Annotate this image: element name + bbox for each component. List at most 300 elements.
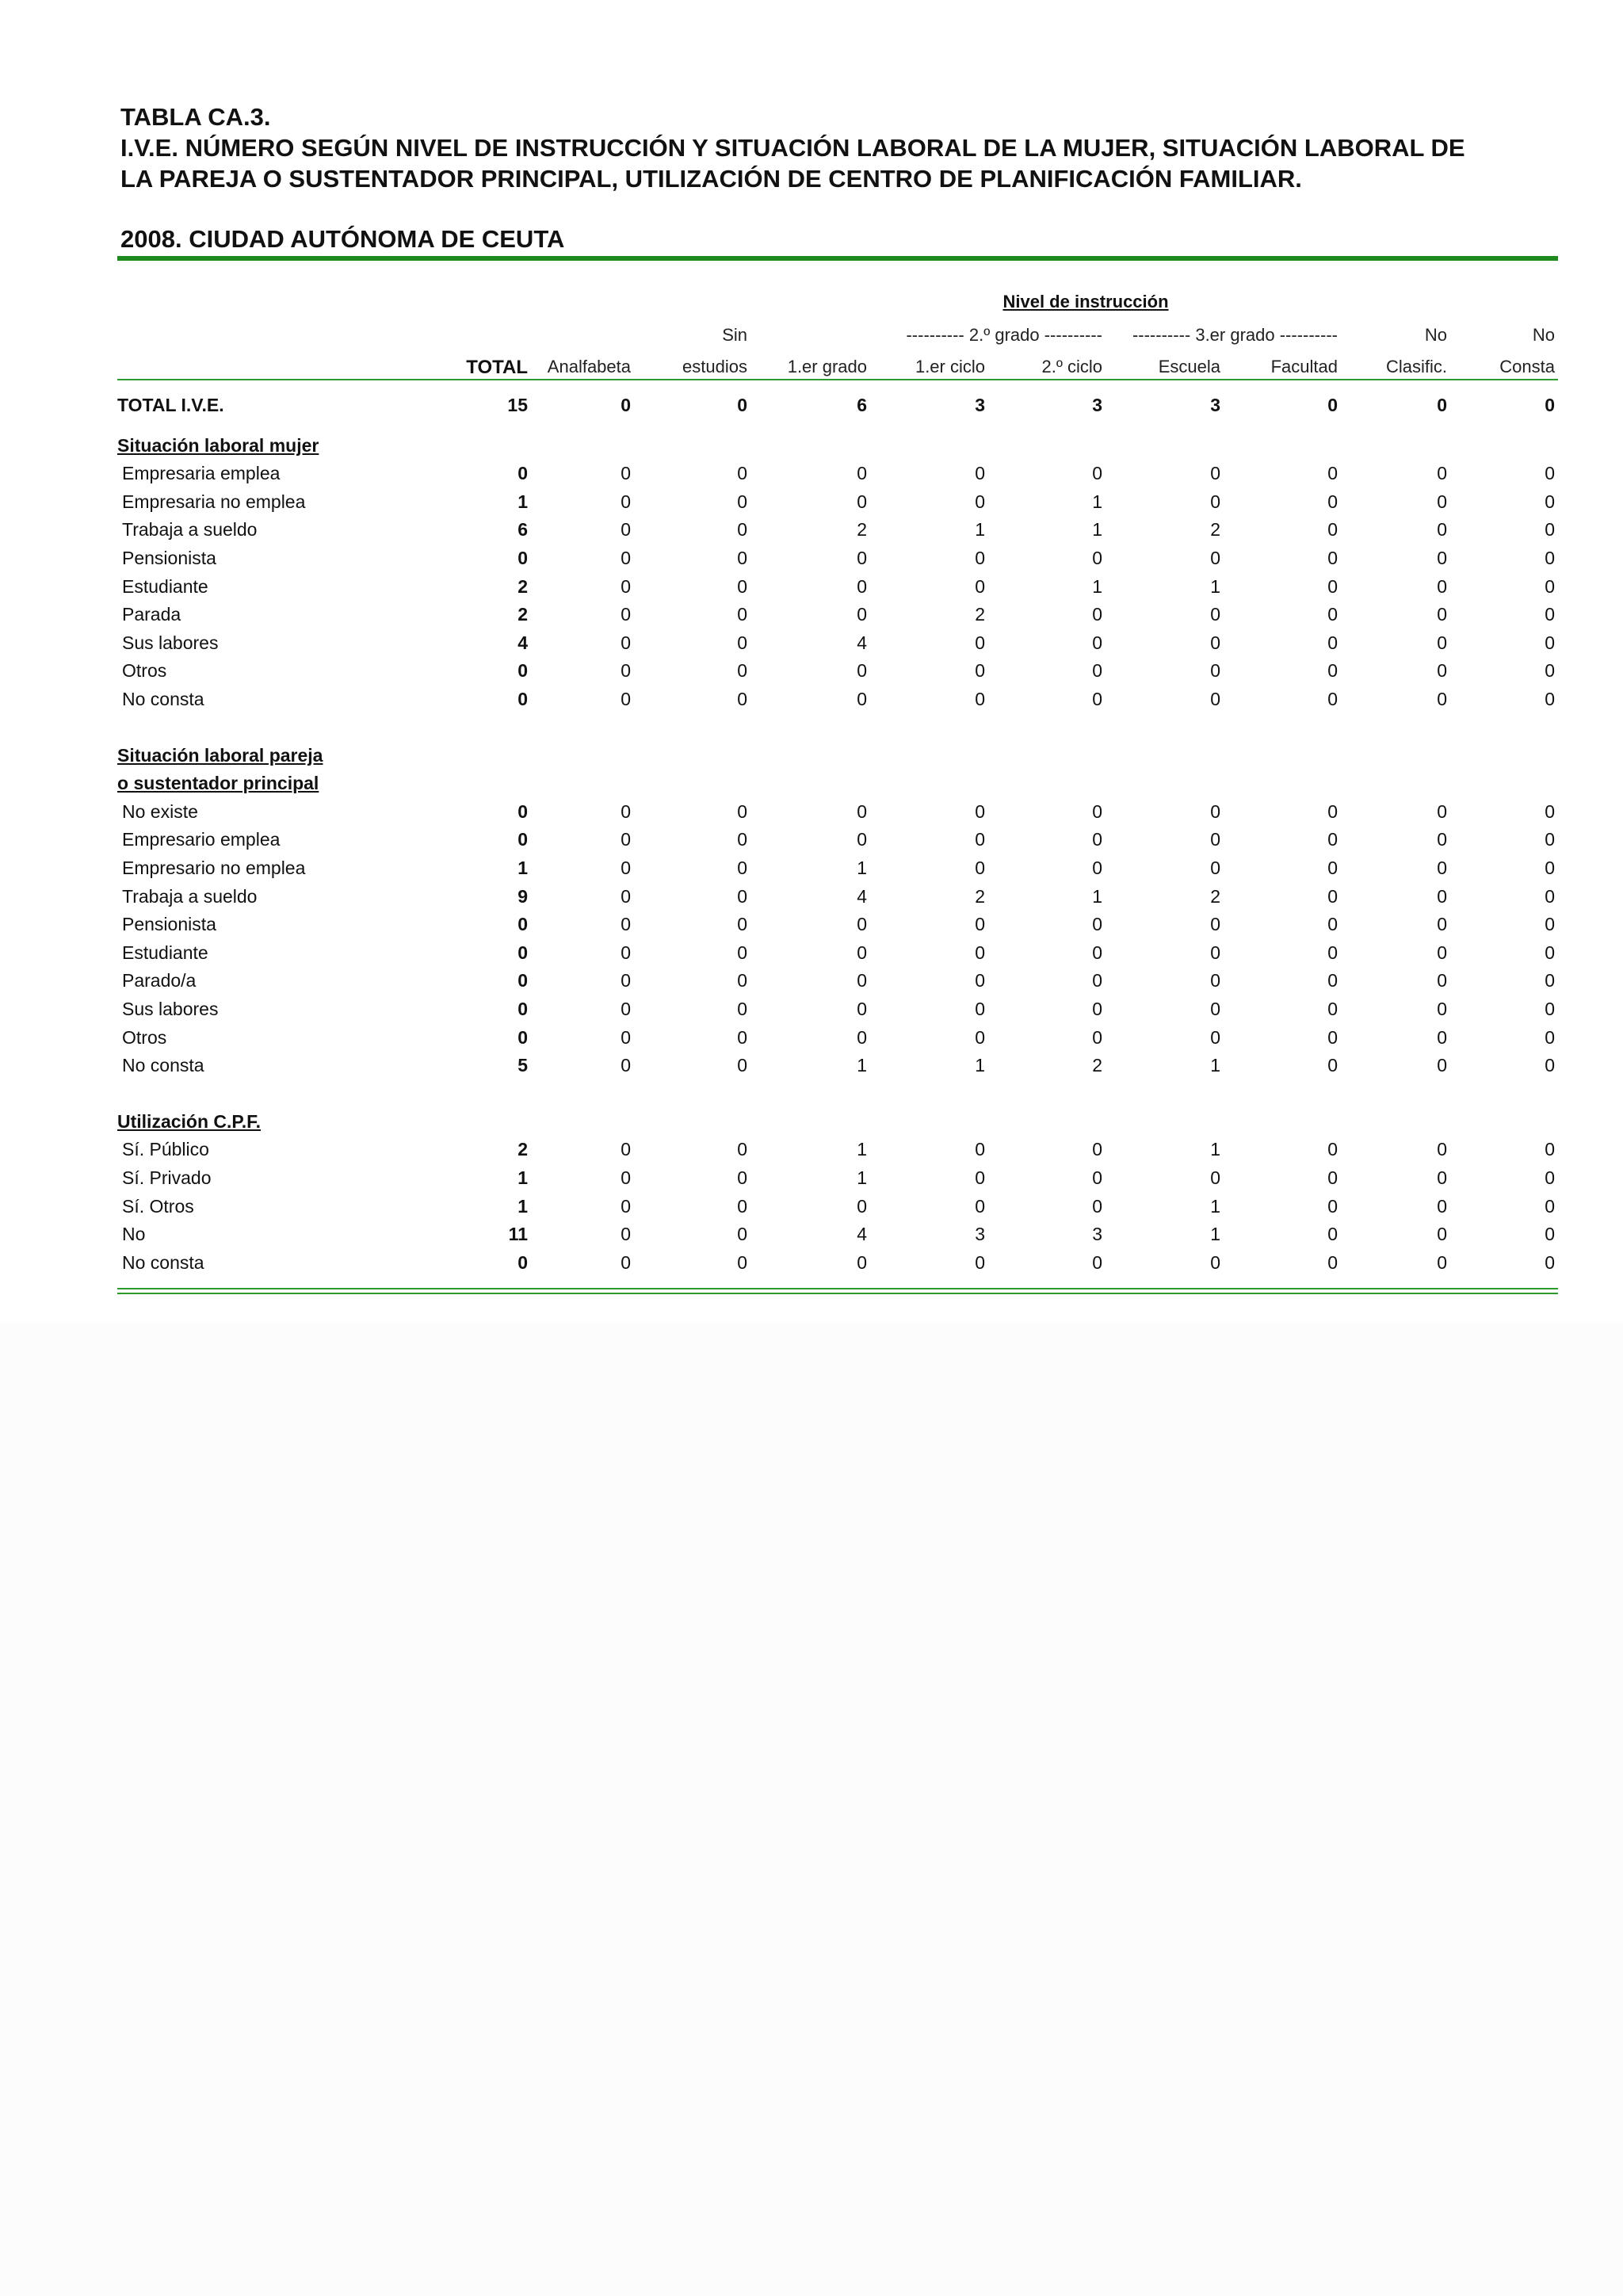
cell-primer-ciclo: 0	[975, 491, 985, 512]
cell-primer-ciclo: 0	[975, 575, 985, 597]
title-line-2: LA PAREJA O SUSTENTADOR PRINCIPAL, UTILIZACIÓN DE CENTRO DE PLANIFICACIÓN FAMILIAR.	[120, 165, 1302, 193]
cell-primer-grado: 0	[857, 575, 867, 597]
table-row	[117, 1023, 1558, 1052]
cell-facultad: 0	[1327, 970, 1338, 991]
cell-analfabeta: 0	[621, 660, 631, 682]
row-label: Sí. Otros	[122, 1195, 194, 1217]
cell-no-consta: 0	[1545, 519, 1555, 541]
cell-primer-grado: 0	[857, 970, 867, 991]
table-row	[117, 882, 1558, 911]
cell-analfabeta: 0	[621, 829, 631, 850]
cell-no-consta: 0	[1545, 1195, 1555, 1217]
cell-facultad: 0	[1327, 632, 1338, 653]
row-label: Estudiante	[122, 575, 208, 597]
cell-no-consta: 0	[1545, 1224, 1555, 1245]
column-header-sin-estudios: estudios	[682, 357, 747, 376]
cell-no-consta: 0	[1545, 829, 1555, 850]
cell-primer-ciclo: 1	[975, 519, 985, 541]
column-header-facultad: Facultad	[1270, 357, 1338, 376]
cell-primer-grado: 0	[857, 1026, 867, 1048]
table-row	[117, 825, 1558, 854]
cell-primer-ciclo: 0	[975, 660, 985, 682]
table-row	[117, 854, 1558, 882]
cell-no-consta: 0	[1545, 395, 1555, 415]
cell-primer-ciclo: 0	[975, 1251, 985, 1273]
cell-segundo-ciclo: 1	[1092, 491, 1102, 512]
cell-primer-grado: 2	[857, 519, 867, 541]
table-row	[117, 656, 1558, 685]
section-heading	[117, 1107, 1558, 1136]
cell-facultad: 0	[1327, 1195, 1338, 1217]
cell-no-consta: 0	[1545, 858, 1555, 878]
cell-sin-estudios: 0	[737, 999, 747, 1019]
cell-primer-ciclo: 0	[975, 689, 985, 709]
cell-no-consta: 0	[1545, 463, 1555, 484]
cell-sin-estudios: 0	[737, 970, 747, 991]
cell-sin-estudios: 0	[737, 519, 747, 541]
cell-primer-ciclo: 1	[975, 1055, 985, 1076]
cell-primer-ciclo: 0	[975, 1139, 985, 1160]
cell-no-clasif: 0	[1437, 519, 1447, 541]
cell-facultad: 0	[1327, 942, 1338, 963]
cell-sin-estudios: 0	[737, 1139, 747, 1160]
cell-sin-estudios: 0	[737, 800, 747, 822]
cell-facultad: 0	[1327, 1251, 1338, 1273]
cell-primer-ciclo: 0	[975, 800, 985, 822]
total-row	[117, 391, 1558, 419]
cell-no-clasif: 0	[1437, 689, 1447, 709]
cell-segundo-ciclo: 0	[1092, 1026, 1102, 1048]
table-row	[117, 487, 1558, 516]
header-second-grade-group: ---------- 2.º grado ----------	[906, 325, 1102, 345]
table-row	[117, 995, 1558, 1023]
row-label: Sus labores	[122, 999, 219, 1019]
cell-sin-estudios: 0	[737, 1224, 747, 1245]
cell-no-clasif: 0	[1437, 885, 1447, 907]
cell-analfabeta: 0	[621, 1167, 631, 1188]
table-id: TABLA CA.3.	[120, 103, 271, 131]
row-label: Sus labores	[122, 632, 219, 653]
row-label: Trabaja a sueldo	[122, 885, 258, 907]
cell-analfabeta: 0	[621, 1224, 631, 1245]
cell-primer-grado: 0	[857, 548, 867, 568]
table-row	[117, 938, 1558, 967]
table-row	[117, 628, 1558, 657]
table-row	[117, 1248, 1558, 1277]
cell-primer-ciclo: 0	[975, 942, 985, 963]
cell-primer-grado: 0	[857, 829, 867, 850]
row-label: No existe	[122, 800, 198, 822]
cell-sin-estudios: 0	[737, 689, 747, 709]
cell-total: 0	[517, 800, 528, 822]
header-no-clasif-top: No	[1424, 325, 1447, 345]
table-bottom-rule-2	[117, 1293, 1558, 1294]
cell-primer-ciclo: 0	[975, 548, 985, 568]
cell-primer-grado: 0	[857, 800, 867, 822]
cell-no-clasif: 0	[1437, 1055, 1447, 1076]
cell-escuela: 0	[1210, 1167, 1220, 1188]
table-row	[117, 797, 1558, 826]
cell-sin-estudios: 0	[737, 914, 747, 935]
cell-sin-estudios: 0	[737, 632, 747, 653]
title-divider	[117, 256, 1558, 261]
cell-analfabeta: 0	[621, 914, 631, 935]
cell-primer-ciclo: 0	[975, 858, 985, 878]
cell-sin-estudios: 0	[737, 1251, 747, 1273]
cell-escuela: 1	[1210, 1195, 1220, 1217]
cell-segundo-ciclo: 0	[1092, 970, 1102, 991]
cell-sin-estudios: 0	[737, 829, 747, 850]
cell-analfabeta: 0	[621, 885, 631, 907]
cell-analfabeta: 0	[621, 1195, 631, 1217]
cell-total: 5	[517, 1055, 528, 1076]
cell-segundo-ciclo: 0	[1092, 942, 1102, 963]
cell-escuela: 0	[1210, 829, 1220, 850]
cell-no-clasif: 0	[1437, 491, 1447, 512]
cell-facultad: 0	[1327, 800, 1338, 822]
cell-no-clasif: 0	[1437, 660, 1447, 682]
column-header-segundo-ciclo: 2.º ciclo	[1041, 357, 1102, 376]
cell-analfabeta: 0	[621, 491, 631, 512]
row-label: Pensionista	[122, 914, 216, 935]
cell-analfabeta: 0	[621, 942, 631, 963]
cell-sin-estudios: 0	[737, 604, 747, 625]
cell-primer-grado: 0	[857, 689, 867, 709]
cell-escuela: 0	[1210, 632, 1220, 653]
cell-primer-grado: 0	[857, 942, 867, 963]
cell-segundo-ciclo: 0	[1092, 1167, 1102, 1188]
cell-analfabeta: 0	[621, 632, 631, 653]
cell-total: 9	[517, 885, 528, 907]
cell-facultad: 0	[1327, 885, 1338, 907]
cell-primer-grado: 1	[857, 1167, 867, 1188]
cell-segundo-ciclo: 3	[1092, 1224, 1102, 1245]
cell-sin-estudios: 0	[737, 1167, 747, 1188]
cell-segundo-ciclo: 0	[1092, 548, 1102, 568]
cell-sin-estudios: 0	[737, 1026, 747, 1048]
cell-escuela: 0	[1210, 689, 1220, 709]
cell-sin-estudios: 0	[737, 548, 747, 568]
row-label: Parada	[122, 604, 181, 625]
header-no-consta-top: No	[1532, 325, 1555, 345]
cell-sin-estudios: 0	[737, 463, 747, 484]
row-label: Trabaja a sueldo	[122, 519, 258, 541]
cell-no-consta: 0	[1545, 548, 1555, 568]
cell-segundo-ciclo: 0	[1092, 689, 1102, 709]
section-heading	[117, 431, 1558, 460]
cell-total: 2	[517, 604, 528, 625]
cell-no-consta: 0	[1545, 1167, 1555, 1188]
cell-segundo-ciclo: 1	[1092, 575, 1102, 597]
title-line-1: I.V.E. NÚMERO SEGÚN NIVEL DE INSTRUCCIÓN Y SITUACIÓN LABORAL DE LA MUJER, SITUACIÓN LABORAL DE	[120, 134, 1465, 162]
cell-no-consta: 0	[1545, 575, 1555, 597]
cell-facultad: 0	[1327, 1026, 1338, 1048]
cell-escuela: 0	[1210, 1026, 1220, 1048]
row-label: TOTAL I.V.E.	[117, 395, 224, 415]
cell-segundo-ciclo: 0	[1092, 632, 1102, 653]
cell-total: 0	[517, 942, 528, 963]
cell-escuela: 3	[1210, 395, 1220, 415]
cell-facultad: 0	[1327, 604, 1338, 625]
cell-primer-ciclo: 2	[975, 604, 985, 625]
row-label: No consta	[122, 1251, 204, 1273]
header-sin: Sin	[722, 325, 747, 345]
table-row	[117, 1163, 1558, 1192]
cell-primer-ciclo: 3	[975, 395, 985, 415]
cell-no-clasif: 0	[1437, 1224, 1447, 1245]
cell-analfabeta: 0	[621, 463, 631, 484]
cell-no-consta: 0	[1545, 689, 1555, 709]
cell-primer-ciclo: 0	[975, 829, 985, 850]
cell-no-consta: 0	[1545, 1139, 1555, 1160]
cell-escuela: 1	[1210, 1055, 1220, 1076]
row-label: No consta	[122, 689, 204, 709]
cell-total: 0	[517, 660, 528, 682]
cell-facultad: 0	[1327, 463, 1338, 484]
table-row	[117, 600, 1558, 628]
cell-primer-ciclo: 0	[975, 1167, 985, 1188]
cell-sin-estudios: 0	[737, 660, 747, 682]
cell-no-consta: 0	[1545, 914, 1555, 935]
cell-primer-ciclo: 2	[975, 885, 985, 907]
row-label: No	[122, 1224, 146, 1245]
cell-no-clasif: 0	[1437, 632, 1447, 653]
cell-total: 1	[517, 491, 528, 512]
cell-escuela: 1	[1210, 1139, 1220, 1160]
cell-sin-estudios: 0	[737, 575, 747, 597]
cell-primer-ciclo: 0	[975, 1026, 985, 1048]
cell-sin-estudios: 0	[737, 1195, 747, 1217]
cell-facultad: 0	[1327, 491, 1338, 512]
column-header-analfabeta: Analfabeta	[547, 357, 631, 376]
cell-analfabeta: 0	[621, 548, 631, 568]
row-label: Empresario emplea	[122, 829, 281, 850]
cell-escuela: 1	[1210, 575, 1220, 597]
cell-total: 0	[517, 689, 528, 709]
table-bottom-rule-1	[117, 1288, 1558, 1289]
cell-escuela: 2	[1210, 885, 1220, 907]
cell-no-clasif: 0	[1437, 604, 1447, 625]
cell-sin-estudios: 0	[737, 491, 747, 512]
cell-no-consta: 0	[1545, 632, 1555, 653]
cell-total: 0	[517, 970, 528, 991]
cell-no-clasif: 0	[1437, 1167, 1447, 1188]
cell-no-clasif: 0	[1437, 1139, 1447, 1160]
cell-sin-estudios: 0	[737, 395, 747, 415]
cell-no-clasif: 0	[1437, 1251, 1447, 1273]
table-row	[117, 459, 1558, 487]
cell-no-consta: 0	[1545, 942, 1555, 963]
cell-escuela: 0	[1210, 858, 1220, 878]
cell-no-clasif: 0	[1437, 914, 1447, 935]
table-row	[117, 685, 1558, 713]
cell-facultad: 0	[1327, 1167, 1338, 1188]
cell-no-clasif: 0	[1437, 395, 1447, 415]
cell-total: 4	[517, 632, 528, 653]
cell-analfabeta: 0	[621, 604, 631, 625]
cell-no-clasif: 0	[1437, 858, 1447, 878]
row-label: Otros	[122, 660, 167, 682]
cell-total: 0	[517, 548, 528, 568]
cell-no-consta: 0	[1545, 800, 1555, 822]
cell-segundo-ciclo: 0	[1092, 463, 1102, 484]
cell-no-consta: 0	[1545, 491, 1555, 512]
cell-segundo-ciclo: 2	[1092, 1055, 1102, 1076]
cell-facultad: 0	[1327, 829, 1338, 850]
section-heading	[117, 769, 1558, 797]
row-label: Utilización C.P.F.	[117, 1110, 262, 1132]
cell-primer-ciclo: 0	[975, 463, 985, 484]
cell-primer-ciclo: 0	[975, 999, 985, 1019]
cell-primer-grado: 0	[857, 463, 867, 484]
cell-escuela: 0	[1210, 548, 1220, 568]
cell-facultad: 0	[1327, 575, 1338, 597]
cell-analfabeta: 0	[621, 519, 631, 541]
row-label: Sí. Privado	[122, 1167, 212, 1188]
cell-facultad: 0	[1327, 1055, 1338, 1076]
row-label: Situación laboral pareja	[117, 744, 323, 766]
cell-segundo-ciclo: 0	[1092, 1139, 1102, 1160]
cell-analfabeta: 0	[621, 1251, 631, 1273]
cell-sin-estudios: 0	[737, 885, 747, 907]
cell-no-clasif: 0	[1437, 548, 1447, 568]
cell-escuela: 0	[1210, 942, 1220, 963]
row-label: No consta	[122, 1055, 204, 1076]
cell-escuela: 0	[1210, 999, 1220, 1019]
cell-no-consta: 0	[1545, 1251, 1555, 1273]
row-label: o sustentador principal	[117, 773, 319, 794]
table-title	[120, 101, 1547, 194]
cell-primer-grado: 4	[857, 885, 867, 907]
cell-analfabeta: 0	[621, 970, 631, 991]
cell-escuela: 0	[1210, 970, 1220, 991]
row-label: Estudiante	[122, 942, 208, 963]
cell-facultad: 0	[1327, 689, 1338, 709]
table-row	[117, 544, 1558, 572]
cell-primer-grado: 1	[857, 1139, 867, 1160]
column-header-primer-grado: 1.er grado	[787, 357, 867, 376]
cell-no-consta: 0	[1545, 604, 1555, 625]
cell-total: 11	[508, 1224, 528, 1245]
cell-primer-grado: 4	[857, 632, 867, 653]
cell-primer-ciclo: 0	[975, 632, 985, 653]
cell-primer-grado: 0	[857, 604, 867, 625]
cell-total: 0	[517, 1251, 528, 1273]
section-heading	[117, 741, 1558, 770]
table-row	[117, 1135, 1558, 1163]
cell-total: 0	[517, 463, 528, 484]
column-header-no-consta: Consta	[1499, 357, 1555, 376]
cell-total: 2	[517, 1139, 528, 1160]
cell-primer-grado: 0	[857, 914, 867, 935]
cell-facultad: 0	[1327, 519, 1338, 541]
cell-primer-grado: 0	[857, 1195, 867, 1217]
cell-facultad: 0	[1327, 1224, 1338, 1245]
cell-analfabeta: 0	[621, 575, 631, 597]
row-label: Empresaria no emplea	[122, 491, 306, 512]
cell-escuela: 1	[1210, 1224, 1220, 1245]
cell-facultad: 0	[1327, 999, 1338, 1019]
cell-total: 0	[517, 1026, 528, 1048]
cell-escuela: 0	[1210, 463, 1220, 484]
cell-primer-ciclo: 0	[975, 970, 985, 991]
cell-segundo-ciclo: 1	[1092, 519, 1102, 541]
cell-primer-grado: 0	[857, 660, 867, 682]
cell-escuela: 2	[1210, 519, 1220, 541]
table-subtitle: 2008. CIUDAD AUTÓNOMA DE CEUTA	[120, 225, 565, 253]
cell-total: 1	[517, 1195, 528, 1217]
cell-sin-estudios: 0	[737, 1055, 747, 1076]
cell-no-consta: 0	[1545, 999, 1555, 1019]
cell-segundo-ciclo: 0	[1092, 1251, 1102, 1273]
cell-primer-ciclo: 0	[975, 914, 985, 935]
row-label: Otros	[122, 1026, 167, 1048]
column-header-no-clasif: Clasific.	[1385, 357, 1447, 376]
cell-facultad: 0	[1327, 858, 1338, 878]
cell-escuela: 0	[1210, 914, 1220, 935]
cell-escuela: 0	[1210, 800, 1220, 822]
cell-primer-grado: 0	[857, 491, 867, 512]
column-group-title: Nivel de instrucción	[1002, 292, 1169, 311]
cell-no-clasif: 0	[1437, 1195, 1447, 1217]
cell-primer-grado: 1	[857, 858, 867, 878]
cell-primer-grado: 6	[857, 395, 867, 415]
cell-no-consta: 0	[1545, 1026, 1555, 1048]
cell-primer-grado: 1	[857, 1055, 867, 1076]
cell-no-clasif: 0	[1437, 463, 1447, 484]
cell-primer-ciclo: 3	[975, 1224, 985, 1245]
cell-segundo-ciclo: 0	[1092, 999, 1102, 1019]
cell-no-clasif: 0	[1437, 829, 1447, 850]
cell-analfabeta: 0	[621, 689, 631, 709]
row-label: Pensionista	[122, 548, 216, 568]
row-label: Empresaria emplea	[122, 463, 281, 484]
column-header-escuela: Escuela	[1158, 357, 1220, 376]
cell-total: 6	[517, 519, 528, 541]
cell-analfabeta: 0	[621, 858, 631, 878]
cell-no-clasif: 0	[1437, 999, 1447, 1019]
cell-primer-grado: 0	[857, 1251, 867, 1273]
row-label: Sí. Público	[122, 1139, 209, 1160]
table-row	[117, 1192, 1558, 1221]
cell-total: 1	[517, 858, 528, 878]
cell-no-consta: 0	[1545, 660, 1555, 682]
cell-escuela: 0	[1210, 1251, 1220, 1273]
cell-segundo-ciclo: 3	[1092, 395, 1102, 415]
cell-analfabeta: 0	[621, 1055, 631, 1076]
cell-primer-grado: 0	[857, 999, 867, 1019]
table-row	[117, 515, 1558, 544]
cell-escuela: 0	[1210, 660, 1220, 682]
cell-segundo-ciclo: 0	[1092, 604, 1102, 625]
table-row	[117, 966, 1558, 995]
header-divider	[117, 379, 1558, 380]
cell-escuela: 0	[1210, 491, 1220, 512]
cell-primer-grado: 4	[857, 1224, 867, 1245]
cell-sin-estudios: 0	[737, 858, 747, 878]
table-row	[117, 910, 1558, 938]
header-third-grade-group: ---------- 3.er grado ----------	[1132, 325, 1338, 345]
cell-no-clasif: 0	[1437, 970, 1447, 991]
cell-analfabeta: 0	[621, 1026, 631, 1048]
cell-analfabeta: 0	[621, 800, 631, 822]
row-label: Empresario no emplea	[122, 858, 306, 878]
column-header-total: TOTAL	[466, 357, 528, 378]
blank-page-area	[0, 1322, 1623, 2296]
cell-no-consta: 0	[1545, 970, 1555, 991]
cell-segundo-ciclo: 0	[1092, 1195, 1102, 1217]
table-row	[117, 1051, 1558, 1079]
